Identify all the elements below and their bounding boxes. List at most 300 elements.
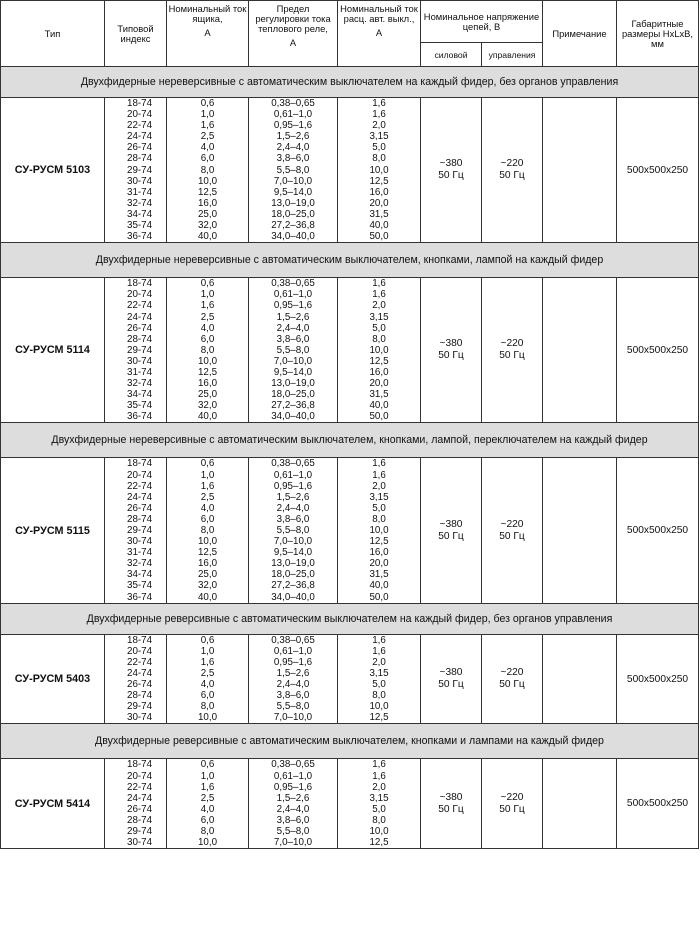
header-relay-range	[249, 1, 338, 67]
type-cell: СУ-РУСМ 5115	[1, 458, 105, 603]
section-title-row	[1, 724, 699, 759]
relay-range-value: 0,61–1,0	[273, 645, 313, 657]
type-cell: СУ-РУСМ 5403	[1, 634, 105, 724]
voltage-control-cell	[482, 278, 543, 423]
header-voltage: Номинальное напряжение цепей, В	[421, 1, 543, 43]
index-value: 24-74	[127, 792, 153, 804]
relay-range-value: 0,61–1,0	[273, 289, 313, 301]
relay-range-value: 0,61–1,0	[273, 109, 313, 121]
voltage-control-value: 50 Гц	[499, 350, 525, 362]
relay-range-value: 2,4–4,0	[276, 502, 310, 514]
breaker-current-value: 8,0	[372, 814, 386, 826]
box-current-value: 0,6	[200, 634, 215, 646]
index-value: 24-74	[127, 311, 153, 323]
index-value: 26-74	[127, 502, 153, 514]
voltage-control-value: 50 Гц	[499, 530, 525, 542]
box-current-value: 1,6	[200, 480, 215, 492]
breaker-current-value: 20,0	[369, 378, 389, 390]
box-current-value: 0,6	[200, 278, 215, 290]
breaker-current-value: 2,0	[372, 300, 386, 312]
box-current-value: 1,0	[200, 645, 215, 657]
box-current-value: 2,5	[200, 792, 215, 804]
index-value: 20-74	[127, 645, 153, 657]
relay-range-value: 7,0–10,0	[273, 837, 313, 849]
note-cell	[543, 458, 617, 603]
index-value: 29-74	[127, 701, 153, 713]
breaker-current-value: 1,6	[372, 759, 386, 771]
index-value: 29-74	[127, 344, 153, 356]
breaker-current-value: 1,6	[372, 469, 386, 481]
box-current-value: 1,0	[200, 770, 215, 782]
breaker-current-value: 3,15	[369, 131, 389, 143]
voltage-control-value: ~220	[500, 667, 524, 679]
box-current-value: 8,0	[200, 825, 215, 837]
dims-cell: 500х500х250	[617, 458, 699, 603]
box-current-value: 0,6	[200, 759, 215, 771]
breaker-current-value: 3,15	[369, 491, 389, 503]
relay-range-value: 5,5–8,0	[276, 164, 310, 176]
relay-range-cell	[249, 278, 338, 423]
index-value: 29-74	[127, 525, 153, 536]
header-dims: Габаритные размеры НхLхВ, мм	[617, 1, 699, 67]
relay-range-value: 34,0–40,0	[271, 411, 315, 423]
relay-range-value: 34,0–40,0	[271, 591, 315, 603]
breaker-current-value: 12,5	[369, 536, 389, 548]
breaker-current-value: 40,0	[369, 580, 389, 592]
index-value: 28-74	[127, 333, 153, 345]
breaker-current-value: 3,15	[369, 667, 389, 679]
breaker-current-value: 31,5	[369, 208, 389, 220]
header-type: Тип	[1, 1, 105, 67]
box-current-value: 6,0	[200, 814, 215, 826]
breaker-current-value: 20,0	[369, 558, 389, 570]
box-current-value: 10,0	[197, 712, 218, 724]
breaker-current-value: 50,0	[369, 411, 389, 423]
relay-range-value: 5,5–8,0	[276, 344, 310, 356]
box-current-value: 40,0	[197, 411, 218, 423]
box-current-cell	[167, 759, 249, 849]
relay-range-value: 2,4–4,0	[276, 322, 310, 334]
dims-cell: 500х500х250	[617, 98, 699, 243]
relay-range-value: 0,61–1,0	[273, 770, 313, 782]
header-voltage-power: силовой	[421, 43, 482, 67]
section-title-row	[1, 67, 699, 98]
breaker-current-value: 1,6	[372, 98, 386, 109]
table-body	[1, 67, 699, 849]
box-current-value: 1,6	[200, 300, 215, 312]
box-current-value: 25,0	[197, 389, 218, 401]
breaker-current-value: 2,0	[372, 480, 386, 492]
relay-range-value: 2,4–4,0	[276, 679, 310, 691]
breaker-current-value: 1,6	[372, 645, 386, 657]
breaker-current-value: 16,0	[369, 186, 389, 198]
index-value: 28-74	[127, 690, 153, 702]
breaker-current-value: 10,0	[369, 825, 389, 837]
box-current-value: 6,0	[200, 513, 215, 525]
relay-range-value: 27,2–36,8	[271, 220, 315, 232]
index-value: 22-74	[127, 781, 153, 793]
note-cell	[543, 98, 617, 243]
voltage-control-value: ~220	[500, 791, 524, 803]
breaker-current-value: 40,0	[369, 400, 389, 412]
box-current-cell	[167, 634, 249, 724]
box-current-value: 8,0	[200, 344, 215, 356]
box-current-value: 4,0	[200, 679, 215, 691]
box-current-cell	[167, 278, 249, 423]
index-value: 34-74	[127, 389, 153, 401]
voltage-control-value: 50 Гц	[499, 803, 525, 815]
breaker-current-cell	[338, 98, 421, 243]
relay-range-value: 0,38–0,65	[271, 634, 315, 646]
voltage-power-cell	[421, 98, 482, 243]
index-value: 18-74	[127, 458, 153, 470]
dims-cell: 500х500х250	[617, 759, 699, 849]
note-cell	[543, 759, 617, 849]
note-cell	[543, 278, 617, 423]
index-value: 29-74	[127, 825, 153, 837]
relay-range-value: 0,95–1,6	[273, 656, 313, 668]
breaker-current-value: 8,0	[372, 513, 386, 525]
index-value: 18-74	[127, 759, 153, 771]
relay-range-value: 0,38–0,65	[271, 278, 315, 290]
index-value: 26-74	[127, 803, 153, 815]
relay-range-value: 3,8–6,0	[276, 513, 310, 525]
breaker-current-value: 40,0	[369, 220, 389, 232]
voltage-power-value: 50 Гц	[438, 679, 464, 691]
relay-range-value: 9,5–14,0	[273, 547, 313, 559]
type-cell: СУ-РУСМ 5114	[1, 278, 105, 423]
index-value: 18-74	[127, 634, 153, 646]
box-current-value: 6,0	[200, 333, 215, 345]
box-current-value: 16,0	[197, 378, 218, 390]
voltage-power-value: ~380	[439, 791, 463, 803]
relay-range-value: 3,8–6,0	[276, 153, 310, 165]
table-row	[1, 98, 699, 243]
box-current-value: 25,0	[197, 569, 218, 581]
relay-range-value: 5,5–8,0	[276, 525, 310, 536]
box-current-value: 0,6	[200, 458, 215, 470]
breaker-current-cell	[338, 634, 421, 724]
breaker-current-value: 10,0	[369, 701, 389, 713]
table-row	[1, 278, 699, 423]
box-current-value: 12,5	[197, 547, 218, 559]
relay-range-value: 0,95–1,6	[273, 781, 313, 793]
relay-range-value: 2,4–4,0	[276, 142, 310, 154]
voltage-power-cell	[421, 634, 482, 724]
index-value: 35-74	[127, 220, 153, 232]
index-value: 20-74	[127, 109, 153, 121]
index-cell	[105, 98, 167, 243]
header-note: Примечание	[543, 1, 617, 67]
dims-cell: 500х500х250	[617, 278, 699, 423]
box-current-value: 4,0	[200, 142, 215, 154]
header-box-current	[167, 1, 249, 67]
box-current-value: 8,0	[200, 701, 215, 713]
box-current-value: 12,5	[197, 186, 218, 198]
voltage-control-value: ~220	[500, 158, 524, 170]
box-current-value: 1,6	[200, 781, 215, 793]
relay-range-value: 27,2–36,8	[271, 580, 315, 592]
index-value: 24-74	[127, 491, 153, 503]
breaker-current-value: 1,6	[372, 278, 386, 290]
breaker-current-value: 3,15	[369, 311, 389, 323]
table-row	[1, 634, 699, 724]
breaker-current-value: 1,6	[372, 634, 386, 646]
note-cell	[543, 634, 617, 724]
voltage-power-value: 50 Гц	[438, 170, 464, 182]
box-current-value: 40,0	[197, 231, 218, 243]
index-value: 22-74	[127, 300, 153, 312]
index-value: 35-74	[127, 580, 153, 592]
breaker-current-value: 5,0	[372, 679, 386, 691]
index-value: 31-74	[127, 547, 153, 559]
box-current-value: 4,0	[200, 502, 215, 514]
box-current-value: 2,5	[200, 131, 215, 143]
breaker-current-value: 1,6	[372, 770, 386, 782]
index-value: 20-74	[127, 289, 153, 301]
voltage-control-cell	[482, 634, 543, 724]
voltage-power-value: ~380	[439, 667, 463, 679]
relay-range-value: 27,2–36,8	[271, 400, 315, 412]
index-value: 34-74	[127, 208, 153, 220]
index-value: 22-74	[127, 656, 153, 668]
index-value: 29-74	[127, 164, 153, 176]
box-current-value: 32,0	[197, 220, 218, 232]
voltage-control-value: 50 Гц	[499, 679, 525, 691]
voltage-power-value: ~380	[439, 158, 463, 170]
box-current-value: 0,6	[200, 98, 215, 109]
header-breaker-current-unit: А	[375, 27, 383, 38]
relay-range-value: 7,0–10,0	[273, 712, 313, 724]
box-current-value: 4,0	[200, 803, 215, 815]
voltage-control-value: ~220	[500, 338, 524, 350]
voltage-power-value: 50 Гц	[438, 530, 464, 542]
relay-range-value: 9,5–14,0	[273, 366, 313, 378]
breaker-current-value: 1,6	[372, 458, 386, 470]
breaker-current-value: 31,5	[369, 569, 389, 581]
relay-range-value: 18,0–25,0	[271, 389, 315, 401]
breaker-current-value: 10,0	[369, 344, 389, 356]
index-value: 32-74	[127, 558, 153, 570]
header-breaker-current	[338, 1, 421, 67]
section-title: Двухфидерные нереверсивные с автоматическим выключателем на каждый фидер, без органов управления	[1, 67, 699, 98]
breaker-current-value: 12,5	[369, 175, 389, 187]
box-current-value: 32,0	[197, 400, 218, 412]
index-value: 26-74	[127, 679, 153, 691]
index-value: 18-74	[127, 98, 153, 109]
box-current-cell	[167, 458, 249, 603]
section-title: Двухфидерные реверсивные с автоматическим выключателем на каждый фидер, без органов управления	[1, 603, 699, 634]
breaker-current-value: 5,0	[372, 502, 386, 514]
box-current-value: 25,0	[197, 208, 218, 220]
index-value: 30-74	[127, 355, 153, 367]
voltage-power-value: ~380	[439, 338, 463, 350]
box-current-value: 10,0	[197, 837, 218, 849]
breaker-current-value: 1,6	[372, 109, 386, 121]
box-current-value: 1,0	[200, 109, 215, 121]
header-voltage-control: управления	[482, 43, 543, 67]
breaker-current-cell	[338, 458, 421, 603]
index-value: 30-74	[127, 175, 153, 187]
voltage-power-cell	[421, 759, 482, 849]
box-current-value: 40,0	[197, 591, 218, 603]
index-value: 30-74	[127, 536, 153, 548]
relay-range-value: 1,5–2,6	[276, 311, 310, 323]
header-index: Типовой индекс	[105, 1, 167, 67]
box-current-value: 10,0	[197, 536, 218, 548]
voltage-power-value: 50 Гц	[438, 350, 464, 362]
relay-range-value: 9,5–14,0	[273, 186, 313, 198]
breaker-current-value: 2,0	[372, 120, 386, 132]
box-current-value: 4,0	[200, 322, 215, 334]
section-title-row	[1, 423, 699, 458]
box-current-value: 8,0	[200, 164, 215, 176]
breaker-current-value: 16,0	[369, 547, 389, 559]
relay-range-cell	[249, 458, 338, 603]
index-value: 26-74	[127, 142, 153, 154]
voltage-control-value: ~220	[500, 518, 524, 530]
index-value: 28-74	[127, 814, 153, 826]
breaker-current-value: 50,0	[369, 231, 389, 243]
breaker-current-value: 1,6	[372, 289, 386, 301]
voltage-control-value: 50 Гц	[499, 170, 525, 182]
index-value: 24-74	[127, 667, 153, 679]
relay-range-value: 5,5–8,0	[276, 825, 310, 837]
relay-range-value: 0,95–1,6	[273, 120, 313, 132]
relay-range-cell	[249, 98, 338, 243]
relay-range-value: 3,8–6,0	[276, 333, 310, 345]
box-current-value: 12,5	[197, 366, 218, 378]
index-value: 22-74	[127, 120, 153, 132]
breaker-current-value: 12,5	[369, 837, 389, 849]
box-current-value: 8,0	[200, 525, 215, 536]
breaker-current-value: 8,0	[372, 153, 386, 165]
box-current-value: 1,6	[200, 120, 215, 132]
breaker-current-value: 8,0	[372, 333, 386, 345]
dims-cell: 500х500х250	[617, 634, 699, 724]
index-value: 20-74	[127, 469, 153, 481]
relay-range-value: 0,95–1,6	[273, 480, 313, 492]
breaker-current-value: 5,0	[372, 322, 386, 334]
index-value: 18-74	[127, 278, 153, 290]
breaker-current-value: 31,5	[369, 389, 389, 401]
relay-range-value: 13,0–19,0	[271, 558, 315, 570]
header-box-current-unit: А	[204, 27, 211, 38]
section-title: Двухфидерные нереверсивные с автоматическим выключателем, кнопками, лампой, переключателем на каждый фидер	[1, 423, 699, 458]
section-title: Двухфидерные реверсивные с автоматическим выключателем, кнопками и лампами на каждый фидер	[1, 724, 699, 759]
relay-range-value: 0,61–1,0	[273, 469, 313, 481]
index-value: 32-74	[127, 197, 153, 209]
section-title-row	[1, 603, 699, 634]
box-current-value: 1,6	[200, 656, 215, 668]
voltage-power-value: ~380	[439, 518, 463, 530]
breaker-current-cell	[338, 278, 421, 423]
breaker-current-value: 20,0	[369, 197, 389, 209]
index-value: 22-74	[127, 480, 153, 492]
index-cell	[105, 634, 167, 724]
voltage-power-value: 50 Гц	[438, 803, 464, 815]
relay-range-value: 1,5–2,6	[276, 792, 310, 804]
voltage-control-cell	[482, 759, 543, 849]
index-value: 31-74	[127, 186, 153, 198]
voltage-power-cell	[421, 458, 482, 603]
relay-range-value: 1,5–2,6	[276, 667, 310, 679]
index-value: 32-74	[127, 378, 153, 390]
index-value: 34-74	[127, 569, 153, 581]
index-value: 20-74	[127, 770, 153, 782]
relay-range-value: 7,0–10,0	[273, 536, 313, 548]
header-relay-range-unit: А	[289, 37, 297, 48]
relay-range-value: 2,4–4,0	[276, 803, 310, 815]
box-current-value: 1,0	[200, 289, 215, 301]
table-row	[1, 759, 699, 849]
table-header	[1, 1, 699, 67]
relay-range-value: 7,0–10,0	[273, 175, 313, 187]
box-current-value: 2,5	[200, 311, 215, 323]
type-cell: СУ-РУСМ 5103	[1, 98, 105, 243]
index-value: 36-74	[127, 591, 153, 603]
box-current-value: 16,0	[197, 197, 218, 209]
section-title-row	[1, 243, 699, 278]
index-value: 28-74	[127, 153, 153, 165]
breaker-current-value: 2,0	[372, 656, 386, 668]
box-current-value: 6,0	[200, 690, 215, 702]
box-current-value: 32,0	[197, 580, 218, 592]
index-cell	[105, 458, 167, 603]
relay-range-value: 0,38–0,65	[271, 98, 315, 109]
index-value: 36-74	[127, 411, 153, 423]
relay-range-cell	[249, 759, 338, 849]
voltage-power-cell	[421, 278, 482, 423]
breaker-current-value: 12,5	[369, 355, 389, 367]
relay-range-value: 13,0–19,0	[271, 378, 315, 390]
index-value: 30-74	[127, 712, 153, 724]
section-title: Двухфидерные нереверсивные с автоматическим выключателем, кнопками, лампой на каждый фидер	[1, 243, 699, 278]
index-value: 31-74	[127, 366, 153, 378]
voltage-control-cell	[482, 98, 543, 243]
table-row	[1, 458, 699, 603]
index-cell	[105, 278, 167, 423]
breaker-current-value: 16,0	[369, 366, 389, 378]
breaker-current-value: 3,15	[369, 792, 389, 804]
box-current-value: 10,0	[197, 175, 218, 187]
box-current-cell	[167, 98, 249, 243]
index-value: 35-74	[127, 400, 153, 412]
breaker-current-value: 10,0	[369, 525, 389, 536]
voltage-control-cell	[482, 458, 543, 603]
relay-range-value: 18,0–25,0	[271, 208, 315, 220]
breaker-current-value: 50,0	[369, 591, 389, 603]
breaker-current-value: 10,0	[369, 164, 389, 176]
breaker-current-value: 2,0	[372, 781, 386, 793]
relay-range-value: 0,38–0,65	[271, 759, 315, 771]
header-relay-range-text: Предел регулировки тока теплового реле,	[255, 3, 331, 34]
relay-range-value: 34,0–40,0	[271, 231, 315, 243]
index-cell	[105, 759, 167, 849]
type-cell: СУ-РУСМ 5414	[1, 759, 105, 849]
relay-range-value: 0,95–1,6	[273, 300, 313, 312]
relay-range-cell	[249, 634, 338, 724]
box-current-value: 2,5	[200, 667, 215, 679]
breaker-current-value: 8,0	[372, 690, 386, 702]
index-value: 36-74	[127, 231, 153, 243]
relay-range-value: 13,0–19,0	[271, 197, 315, 209]
relay-range-value: 18,0–25,0	[271, 569, 315, 581]
breaker-current-value: 5,0	[372, 142, 386, 154]
relay-range-value: 1,5–2,6	[276, 491, 310, 503]
relay-range-value: 1,5–2,6	[276, 131, 310, 143]
box-current-value: 2,5	[200, 491, 215, 503]
